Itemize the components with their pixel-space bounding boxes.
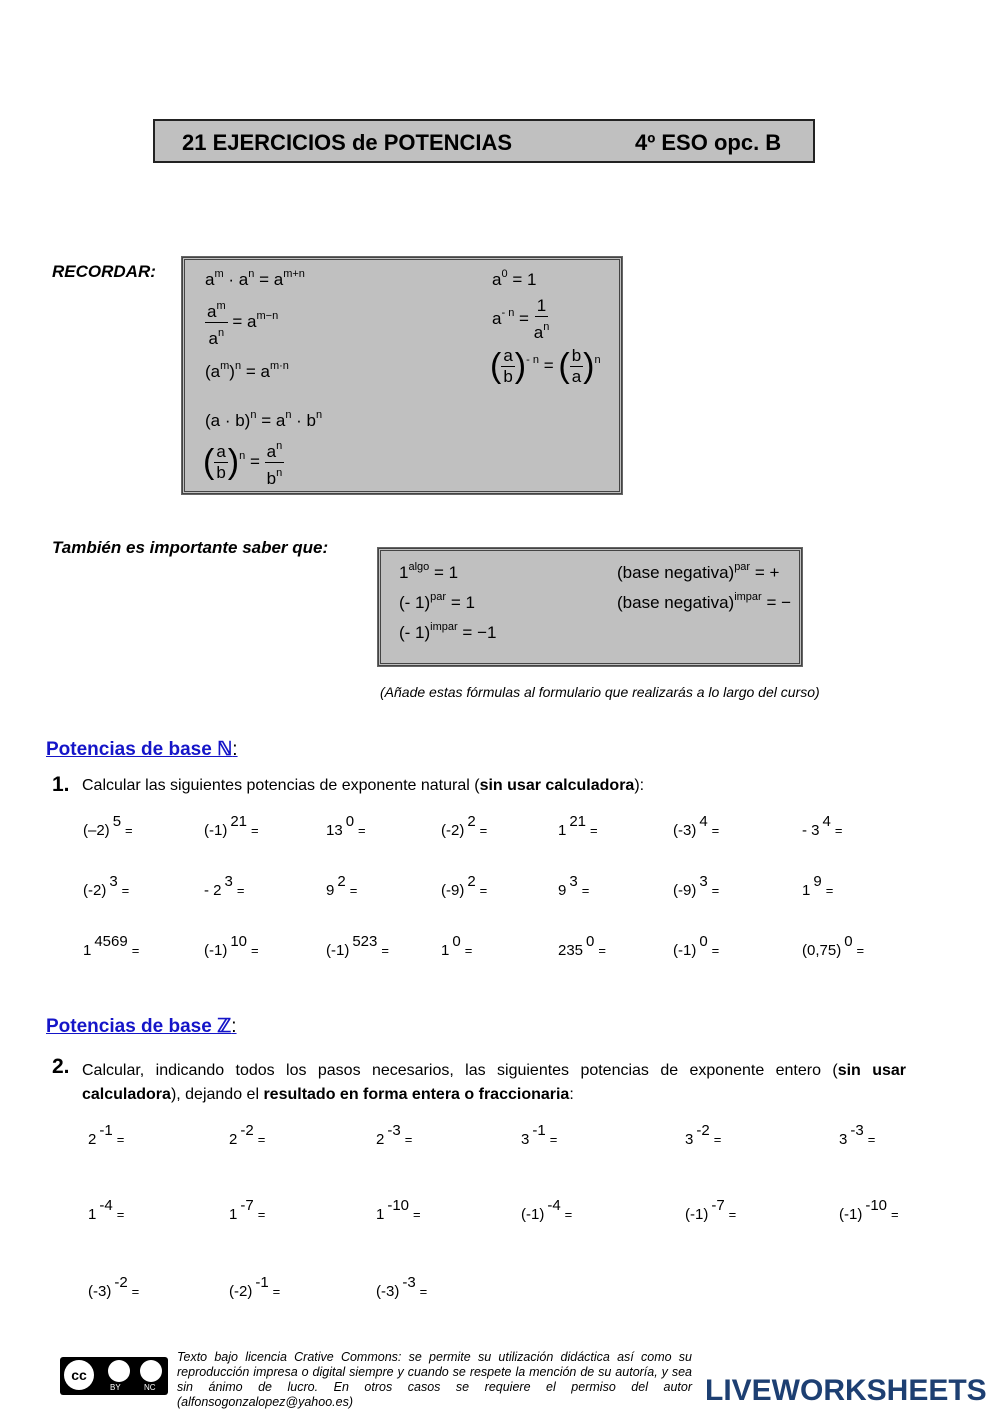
liveworksheets-brand: LIVEWORKSHEETS xyxy=(705,1374,987,1407)
power-item xyxy=(802,933,864,959)
equals-sign: = xyxy=(131,943,140,958)
power-exponent: -3 xyxy=(402,1274,416,1291)
power-exponent: 3 xyxy=(569,873,578,890)
power-item xyxy=(204,933,259,959)
power-exponent: 5 xyxy=(112,813,122,830)
power-base: (-1) xyxy=(521,1206,545,1223)
power-base: 9 xyxy=(558,882,567,899)
equals-sign: = xyxy=(834,823,843,838)
equals-sign: = xyxy=(404,1132,413,1147)
formula-one-power: $1^{algo} = 1$ xyxy=(399,561,459,582)
power-exponent: 4 xyxy=(699,813,708,830)
license-text: Texto bajo licencia Crative Commons: se permite su utilización didáctica así como su reproducción impresa o digital siempre y cuando se respete la mención de su autoría, y sea sin ánimo de lucro. En otros casos se requiere el permiso del autor (alfonsogonzalopez@yahoo.es) xyxy=(177,1350,692,1409)
formula-minus-one-even: (- 1)$^{par}$ = 1 xyxy=(399,591,475,612)
equals-sign: = xyxy=(711,823,720,838)
formula-product-power: $(a \cdot b)^n = a^n \cdot b^n$ xyxy=(205,409,323,430)
tambien-label: También es importante saber que: xyxy=(52,538,329,557)
power-item xyxy=(685,1122,721,1148)
power-exponent: 10 xyxy=(230,933,248,950)
equals-sign: = xyxy=(358,823,366,838)
equals-sign: = xyxy=(711,883,720,898)
formula-inverse-fraction: ( $\frac{a}{b}$ )$^{- n}$ = ( $\frac{b}{a}$ )$^n$ xyxy=(490,346,601,386)
power-exponent: -1 xyxy=(99,1122,113,1139)
power-base: (-3) xyxy=(673,822,697,839)
exercise-2-number: 2. xyxy=(52,1055,70,1078)
power-base: 2 xyxy=(88,1131,97,1148)
equals-sign: = xyxy=(856,943,865,958)
power-base: (-1) xyxy=(839,1206,863,1223)
power-item xyxy=(326,873,357,899)
power-exponent: -1 xyxy=(532,1122,546,1139)
power-exponent: 3 xyxy=(224,873,233,890)
section-integer-title: Potencias de base ℤ: xyxy=(46,1016,237,1037)
power-item xyxy=(839,1122,875,1148)
power-exponent: -7 xyxy=(240,1197,254,1214)
equals-sign: = xyxy=(479,883,488,898)
power-item xyxy=(441,873,487,899)
equals-sign: = xyxy=(413,1207,421,1222)
power-item xyxy=(521,1122,557,1148)
formula-negative-base-even: (base negativa)$^{par}$ = + xyxy=(617,561,780,582)
power-exponent: 3 xyxy=(699,873,708,890)
power-item xyxy=(88,1122,124,1148)
power-exponent: -10 xyxy=(865,1197,888,1214)
recordar-box xyxy=(182,257,622,494)
power-item xyxy=(376,1197,421,1223)
power-base: - 2 xyxy=(204,882,222,899)
equals-sign: = xyxy=(125,823,133,838)
equals-sign: = xyxy=(116,1207,125,1222)
power-base: 1 xyxy=(229,1206,238,1223)
power-exponent: -2 xyxy=(240,1122,254,1139)
power-item xyxy=(204,873,244,899)
power-item xyxy=(376,1274,427,1300)
power-exponent: 21 xyxy=(569,813,587,830)
power-base: (-2) xyxy=(83,882,107,899)
power-exponent: -10 xyxy=(387,1197,410,1214)
power-exponent: 4 xyxy=(822,813,831,830)
power-item xyxy=(376,1122,412,1148)
power-base: 1 xyxy=(83,942,92,959)
formula-power-of-power: $(a^m)^n = a^{m\cdot n}$ xyxy=(205,360,289,381)
power-exponent: 2 xyxy=(467,873,476,890)
power-base: 1 xyxy=(88,1206,97,1223)
power-item xyxy=(229,1274,280,1300)
formula-quotient-power: ( $\frac{a}{b}$ )$^n$ = $\frac{a^n}{b^n}$ xyxy=(203,436,284,489)
power-exponent: -7 xyxy=(711,1197,725,1214)
power-item xyxy=(673,813,719,839)
equals-sign: = xyxy=(349,883,358,898)
cc-license-logo xyxy=(60,1357,168,1395)
power-exponent: 0 xyxy=(586,933,595,950)
equals-sign: = xyxy=(598,943,606,958)
exercise-1-number: 1. xyxy=(52,773,70,796)
power-item xyxy=(88,1197,124,1223)
power-item xyxy=(802,873,833,899)
formula-product: $a^m \cdot a^n = a^{m+n}$ xyxy=(205,268,305,289)
power-item xyxy=(88,1274,139,1300)
power-base: 3 xyxy=(521,1131,530,1148)
power-item xyxy=(229,1197,265,1223)
power-exponent: -2 xyxy=(696,1122,710,1139)
power-base: 1 xyxy=(376,1206,385,1223)
formula-minus-one-odd: (- 1)$^{impar}$ = −1 xyxy=(399,621,497,642)
nc-label: NC xyxy=(144,1383,156,1392)
recordar-label: RECORDAR: xyxy=(52,262,156,281)
equals-sign: = xyxy=(116,1132,125,1147)
equals-sign: = xyxy=(257,1132,266,1147)
power-base: (-2) xyxy=(441,822,465,839)
power-exponent: -2 xyxy=(114,1274,128,1291)
power-base: 1 xyxy=(441,942,450,959)
equals-sign: = xyxy=(867,1132,876,1147)
equals-sign: = xyxy=(251,943,259,958)
equals-sign: = xyxy=(581,883,590,898)
equals-sign: = xyxy=(564,1207,573,1222)
power-item xyxy=(673,873,719,899)
power-base: 1 xyxy=(802,882,811,899)
power-base: (-1) xyxy=(204,822,228,839)
power-exponent: -4 xyxy=(547,1197,561,1214)
course: 4º ESO opc. B xyxy=(635,130,782,155)
power-item xyxy=(326,933,389,959)
equals-sign: = xyxy=(713,1132,722,1147)
by-icon xyxy=(108,1360,130,1382)
tambien-box xyxy=(378,548,802,666)
equals-sign: = xyxy=(590,823,598,838)
cc-icon: cc xyxy=(64,1360,94,1390)
power-exponent: 0 xyxy=(345,813,355,830)
power-base: 9 xyxy=(326,882,335,899)
power-item xyxy=(685,1197,736,1223)
power-base: 235 xyxy=(558,942,584,959)
equals-sign: = xyxy=(479,823,488,838)
power-base: - 3 xyxy=(802,822,820,839)
formula-negative-exp: $a^{- n}$ = $\frac{1}{a^n}$ xyxy=(492,296,550,342)
title: 21 EJERCICIOS de POTENCIAS xyxy=(182,130,513,155)
power-item xyxy=(441,933,472,959)
power-base: 2 xyxy=(229,1131,238,1148)
power-base: 3 xyxy=(685,1131,694,1148)
equals-sign: = xyxy=(251,823,259,838)
equals-sign: = xyxy=(236,883,245,898)
equals-sign: = xyxy=(825,883,834,898)
equals-sign: = xyxy=(131,1284,140,1299)
power-exponent: -3 xyxy=(850,1122,864,1139)
power-exponent: 2 xyxy=(467,813,476,830)
power-exponent: -1 xyxy=(255,1274,269,1291)
power-item xyxy=(204,813,259,839)
equals-sign: = xyxy=(121,883,130,898)
equals-sign: = xyxy=(711,943,720,958)
power-base: 3 xyxy=(839,1131,848,1148)
power-exponent: -3 xyxy=(387,1122,401,1139)
power-base: (-1) xyxy=(685,1206,709,1223)
exercise-2-instructions: Calcular, indicando todos los pasos necesarios, las siguientes potencias de exponente entero (sin usar calculadora), dejando el resultado en forma entera o fraccionaria: xyxy=(82,1062,907,1103)
power-exponent: 4569 xyxy=(94,933,128,950)
note: (Añade estas fórmulas al formulario que realizarás a lo largo del curso) xyxy=(380,684,820,700)
power-exponent: 3 xyxy=(109,873,118,890)
power-base: (-9) xyxy=(441,882,465,899)
power-item xyxy=(558,873,589,899)
equals-sign: = xyxy=(549,1132,558,1147)
equals-sign: = xyxy=(464,943,473,958)
power-item xyxy=(326,813,366,839)
exercise-1-instructions: Calcular las siguientes potencias de exponente natural (sin usar calculadora): xyxy=(82,777,645,794)
power-exponent: 21 xyxy=(230,813,248,830)
power-base: (-9) xyxy=(673,882,697,899)
power-exponent: -4 xyxy=(99,1197,113,1214)
power-item xyxy=(521,1197,572,1223)
power-base: 13 xyxy=(326,822,343,839)
section-natural-title: Potencias de base ℕ: xyxy=(46,739,238,760)
nc-icon xyxy=(140,1360,162,1382)
power-base: (-1) xyxy=(326,942,350,959)
power-item xyxy=(83,873,129,899)
power-item xyxy=(441,813,487,839)
power-item xyxy=(229,1122,265,1148)
power-base: (0,75) xyxy=(802,942,842,959)
formula-zero-exp: $a^0 = 1$ xyxy=(492,268,537,289)
power-item xyxy=(558,933,606,959)
power-base: (-3) xyxy=(376,1283,400,1300)
equals-sign: = xyxy=(272,1284,281,1299)
power-exponent: 0 xyxy=(844,933,853,950)
power-exponent: 9 xyxy=(813,873,822,890)
power-base: (-2) xyxy=(229,1283,253,1300)
power-base: (-1) xyxy=(204,942,228,959)
equals-sign: = xyxy=(419,1284,428,1299)
equals-sign: = xyxy=(891,1207,899,1222)
power-base: (-1) xyxy=(673,942,697,959)
equals-sign: = xyxy=(728,1207,737,1222)
power-item xyxy=(83,813,133,839)
power-item xyxy=(839,1197,899,1223)
power-base: (-3) xyxy=(88,1283,112,1300)
power-item xyxy=(558,813,598,839)
power-item xyxy=(802,813,842,839)
power-item xyxy=(83,933,139,959)
equals-sign: = xyxy=(381,943,389,958)
power-exponent: 0 xyxy=(452,933,461,950)
power-base: (–2) xyxy=(83,822,110,839)
power-exponent: 2 xyxy=(337,873,346,890)
by-label: BY xyxy=(110,1383,121,1392)
formula-quotient: $\frac{a^m}{a^n}$ = $a^{m-n}$ xyxy=(205,296,278,349)
power-item xyxy=(673,933,719,959)
title-box xyxy=(153,119,815,163)
power-base: 1 xyxy=(558,822,567,839)
power-exponent: 523 xyxy=(352,933,378,950)
power-exponent: 0 xyxy=(699,933,708,950)
equals-sign: = xyxy=(257,1207,266,1222)
power-base: 2 xyxy=(376,1131,385,1148)
formula-negative-base-odd: (base negativa)$^{impar}$ = − xyxy=(617,591,792,612)
